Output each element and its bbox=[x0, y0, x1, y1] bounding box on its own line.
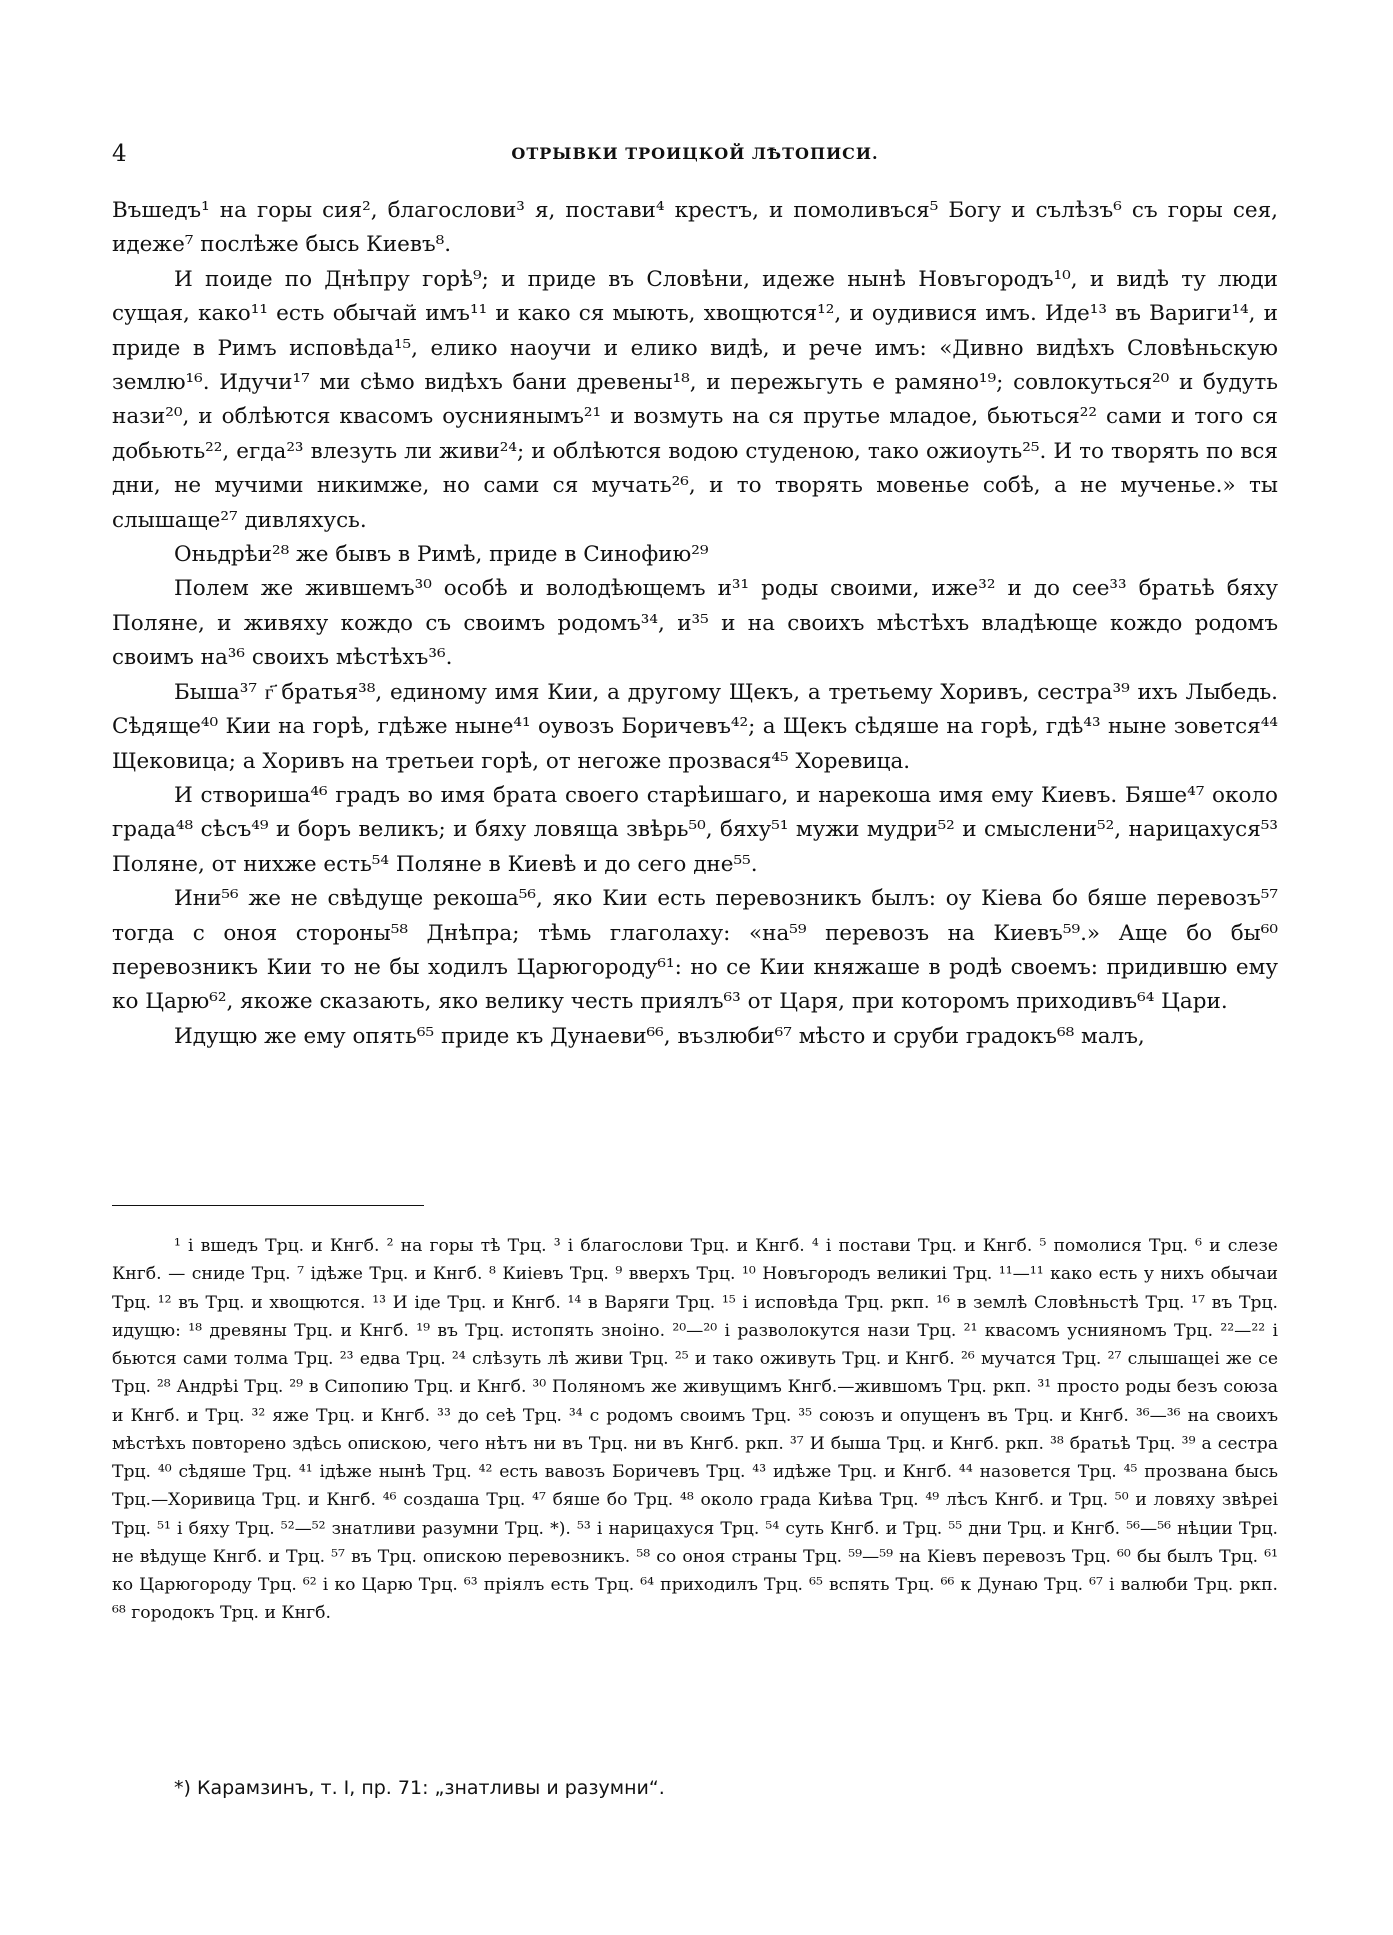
editor-note: *) Карамзинъ, т. I, пр. 71: „знатливы и разумни“. bbox=[174, 1777, 665, 1799]
page-header bbox=[112, 141, 1278, 171]
running-title: ОТРЫВКИ ТРОИЦКОЙ ЛѢТОПИСИ. bbox=[511, 144, 879, 163]
footnotes bbox=[112, 1232, 1278, 1628]
paragraph: Оньдрѣи²⁸ же бывъ в Римѣ, приде в Синофию²⁹ bbox=[174, 542, 709, 568]
footnote-divider bbox=[112, 1205, 424, 1206]
paragraph: Въшедъ¹ на горы сия², благослови³ я, постави⁴ крестъ, и помоливъся⁵ Богу и сълѣзъ⁶ съ горы сея, идеже⁷ послѣже бысь Киевъ⁸. bbox=[112, 198, 1278, 258]
paragraph: Полем же жившемъ³⁰ особѣ и володѣющемъ и³¹ роды своими, иже³² и до сее³³ братьѣ бяху Поляне, и живяху кождо съ своимъ родомъ³⁴, и³⁵ и на своихъ мѣстѣхъ владѣюще кождо родомъ своимъ на³⁶ своихъ мѣстѣхъ³⁶. bbox=[112, 576, 1278, 671]
footnotes-text: ¹ і вшедъ Трц. и Кнгб. ² на горы тѣ Трц. ³ і благослови Трц. и Кнгб. ⁴ і постави Трц. и Кнгб. ⁵ помолися Трц. ⁶ и слезе Кнгб. — сниде Трц. ⁷ ідѣже Трц. и Кнгб. ⁸ Киіевъ Трц. ⁹ вверхъ Трц. ¹⁰ Новъгородъ великиі Трц. ¹¹—¹¹ како есть у нихъ обычаи Трц. ¹² въ Трц. и хвощются. ¹³ И іде Трц. и Кнгб. ¹⁴ в Варяги Трц. ¹⁵ і исповѣда Трц. ркп. ¹⁶ в землѣ Словѣньстѣ Трц. ¹⁷ въ Трц. идущю: ¹⁸ древяны Трц. и Кнгб. ¹⁹ въ Трц. истопять зноіно. ²⁰—²⁰ і разволокутся нази Трц. ²¹ квасомъ уснияномъ Трц. ²²—²² і бьются сами толма Трц. ²³ едва Трц. ²⁴ слѣзуть лѣ живи Трц. ²⁵ и тако оживуть Трц. и Кнгб. ²⁶ мучатся Трц. ²⁷ слышащеі же се Трц. ²⁸ Андрѣі Трц. ²⁹ в Сипопию Трц. и Кнгб. ³⁰ Поляномъ же живущимъ Кнгб.—жившомъ Трц. ркп. ³¹ просто роды безъ союза и Кнгб. и Трц. ³² яже Трц. и Кнгб. ³³ до сеѣ Трц. ³⁴ с родомъ своимъ Трц. ³⁵ союзъ и опущенъ въ Трц. и Кнгб. ³⁶—³⁶ на своихъ мѣстѣхъ повторено здѣсь опискою, чего нѣтъ ни въ Трц. ни въ Кнгб. ркп. ³⁷ И быша Трц. и Кнгб. ркп. ³⁸ братьѣ Трц. ³⁹ а сестра Трц. ⁴⁰ сѣдяше Трц. ⁴¹ ідѣже нынѣ Трц. ⁴² есть вавозъ Боричевъ Трц. ⁴³ идѣже Трц. и Кнгб. ⁴⁴ назовется Трц. ⁴⁵ прозвана бысь Трц.—Хоривица Трц. и Кнгб. ⁴⁶ создаша Трц. ⁴⁷ бяше бо Трц. ⁴⁸ около града Киѣва Трц. ⁴⁹ лѣсъ Кнгб. и Трц. ⁵⁰ и ловяху звѣреі Трц. ⁵¹ і бяху Трц. ⁵²—⁵² знатливи разумни Трц. *). ⁵³ і нарицахуся Трц. ⁵⁴ суть Кнгб. и Трц. ⁵⁵ дни Трц. и Кнгб. ⁵⁶—⁵⁶ нѣции Трц. не вѣдуще Кнгб. и Трц. ⁵⁷ въ Трц. опискою перевозникъ. ⁵⁸ со оноя страны Трц. ⁵⁹—⁵⁹ на Кіевъ перевозъ Трц. ⁶⁰ бы былъ Трц. ⁶¹ ко Царюгороду Трц. ⁶² і ко Царю Трц. ⁶³ пріялъ есть Трц. ⁶⁴ приходилъ Трц. ⁶⁵ вспять Трц. ⁶⁶ к Дунаю Трц. ⁶⁷ і валюби Трц. ркп. ⁶⁸ городокъ Трц. и Кнгб. bbox=[112, 1236, 1278, 1624]
paragraph: Идущю же ему опять⁶⁵ приде къ Дунаеви⁶⁶, възлюби⁶⁷ мѣсто и сруби градокъ⁶⁸ малъ, bbox=[174, 1023, 1145, 1049]
page-number: 4 bbox=[112, 141, 127, 167]
paragraph: И поиде по Днѣпру горѣ⁹; и приде въ Словѣни, идеже нынѣ Новъгородъ¹⁰, и видѣ ту люди сущая, како¹¹ есть обычай имъ¹¹ и како ся мыють, хвощются¹², и оудивися имъ. Иде¹³ въ Вариги¹⁴, и приде в Римъ исповѣда¹⁵, елико наоучи и елико видѣ, и рече имъ: «Дивно видѣхъ Словѣньскую землю¹⁶. Идучи¹⁷ ми сѣмо видѣхъ бани древены¹⁸, и пережьгуть е рамяно¹⁹; совлокуться²⁰ и будуть нази²⁰, и облѣются квасомъ оусниянымъ²¹ и возмуть на ся прутье младое, бьються²² сами и того ся добьють²², егда²³ влезуть ли живи²⁴; и облѣются водою студеною, тако ожиоуть²⁵. И то творять по вся дни, не мучими никимже, но сами ся мучать²⁶, и то творять мовенье собѣ, а не мученье.» ты слышаще²⁷ дивляхусь. bbox=[112, 266, 1278, 533]
paragraph: Ини⁵⁶ же не свѣдуще рекоша⁵⁶, яко Кии есть перевозникъ былъ: оу Кiева бо бяше перевозъ⁵⁷ тогда с оноя стороны⁵⁸ Днѣпра; тѣмь глаголаху: «на⁵⁹ перевозъ на Киевъ⁵⁹.» Аще бо бы⁶⁰ перевозникъ Кии то не бы ходилъ Царюгороду⁶¹: но се Кии княжаше в родѣ своемъ: придившю ему ко Царю⁶², якоже сказають, яко велику честь приялъ⁶³ от Царя, при которомъ приходивъ⁶⁴ Цари. bbox=[112, 886, 1278, 1015]
paragraph: И створиша⁴⁶ градъ во имя брата своего старѣишаго, и нарекоша имя ему Киевъ. Бяше⁴⁷ около града⁴⁸ сѣсъ⁴⁹ и боръ великъ; и бяху ловяща звѣрь⁵⁰, бяху⁵¹ мужи мудри⁵² и смыслени⁵², нарицахуся⁵³ Поляне, от нихже есть⁵⁴ Поляне в Киевѣ и до сего дне⁵⁵. bbox=[112, 782, 1278, 877]
paragraph: Быша³⁷ г҃ братья³⁸, единому имя Кии, а другому Щекъ, а третьему Хоривъ, сестра³⁹ ихъ Лыбедь. Сѣдяще⁴⁰ Кии на горѣ, гдѣже ныне⁴¹ оувозъ Боричевъ⁴²; а Щекъ сѣдяше на горѣ, гдѣ⁴³ ныне зовется⁴⁴ Щековица; а Хоривъ на третьеи горѣ, от негоже прозвася⁴⁵ Хоревица. bbox=[112, 679, 1278, 774]
main-text bbox=[112, 194, 1278, 1054]
